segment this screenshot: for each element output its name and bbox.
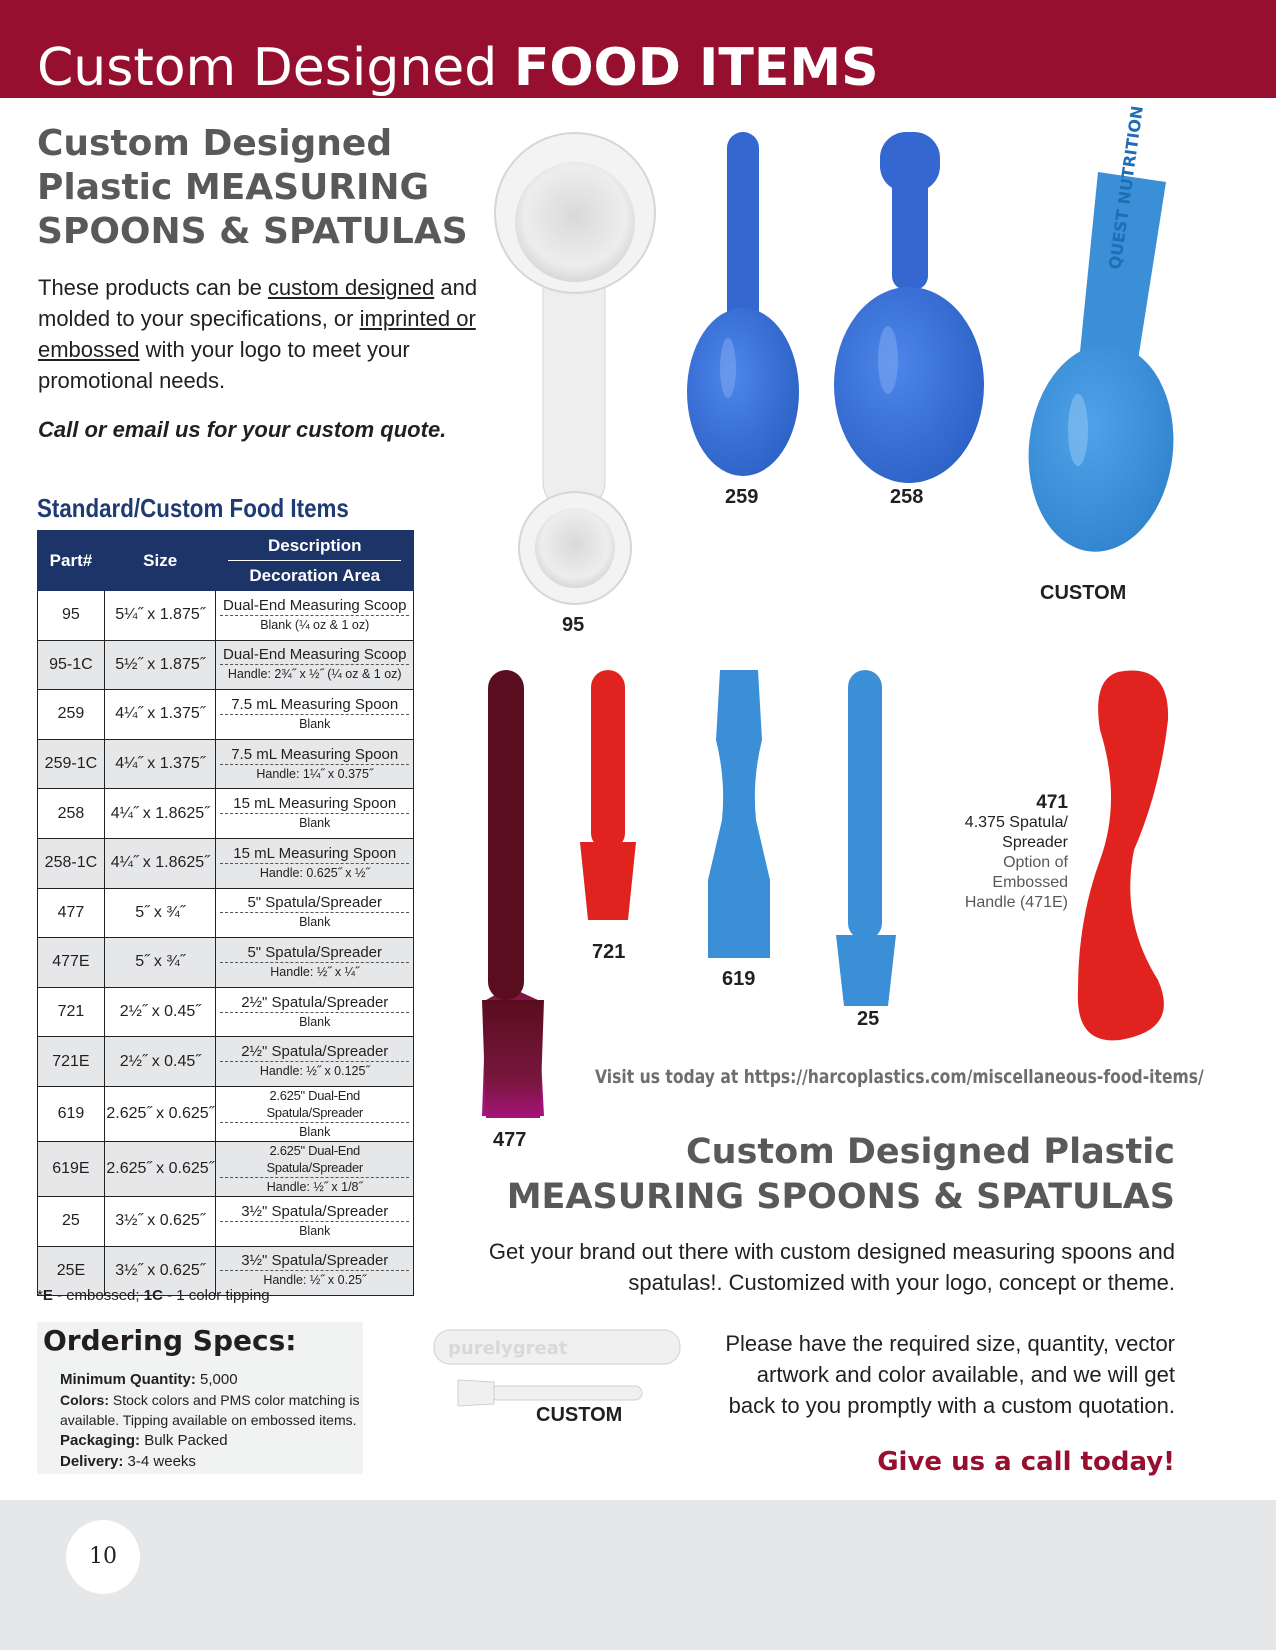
visit-url[interactable]: Visit us today at https://harcoplastics.com/miscellaneous-food-items/ — [595, 1066, 1204, 1088]
intro-text-2: and molded to your specifications, or — [38, 275, 478, 331]
description-text: Dual-End Measuring Scoop — [220, 646, 409, 665]
description-text: 2½" Spatula/Spreader — [220, 1043, 409, 1062]
spreader-471-image — [1078, 671, 1168, 1041]
description-text: 5" Spatula/Spreader — [220, 894, 409, 913]
description-text: 3½" Spatula/Spreader — [220, 1252, 409, 1271]
spatula-25-image — [836, 670, 896, 1006]
request-paragraph: Please have the required size, quantity, vector artwork and color available, and we will get back to you promptly with a custom quotation. — [725, 1331, 1175, 1418]
label-custom-top: CUSTOM — [1040, 582, 1127, 604]
description-text: 2.625" Dual-End Spatula/Spreader — [220, 1142, 409, 1178]
decoration-area-text: Blank — [299, 816, 331, 831]
table-title: Standard/Custom Food Items — [37, 493, 349, 523]
decoration-area-text: Handle: ½˝ x 1/8˝ — [266, 1179, 363, 1194]
page-number: 10 — [66, 1520, 140, 1594]
brand-paragraph: Get your brand out there with custom designed measuring spoons and spatulas!. Customized with your logo, concept or theme. — [488, 1239, 1175, 1295]
decoration-area-text: Blank — [299, 1014, 331, 1029]
call-to-action: Give us a call today! — [877, 1447, 1175, 1477]
cell-part: 95 — [38, 591, 105, 641]
cell-part: 95-1C — [38, 640, 105, 690]
delivery-label: Delivery: — [60, 1453, 124, 1470]
cell-size: 2½˝ x 0.45˝ — [104, 987, 216, 1037]
cell-size: 5½˝ x 1.875˝ — [104, 640, 216, 690]
cell-size: 3½˝ x 0.625˝ — [104, 1196, 216, 1246]
banner-title-bold: FOOD ITEMS — [513, 38, 879, 98]
colors-label: Colors: — [60, 1392, 109, 1408]
header-description: Description — [228, 531, 401, 561]
cell-size: 4¼˝ x 1.375˝ — [104, 739, 216, 789]
cell-size: 2.625˝ x 0.625˝ — [104, 1086, 216, 1141]
colors-value: Stock colors and PMS color matching is available. Tipping available on embossed items. — [60, 1392, 360, 1428]
custom-designed-link: custom designed — [267, 275, 435, 300]
label-471-line2: Spreader — [1002, 834, 1068, 851]
min-quantity-label: Minimum Quantity: — [60, 1371, 196, 1388]
label-721: 721 — [592, 941, 626, 963]
packaging-label: Packaging: — [60, 1432, 141, 1449]
spoon-custom-top-image — [1019, 105, 1184, 559]
right-heading-line2: MEASURING SPOONS & SPATULAS — [506, 1177, 1175, 1217]
footnote-1c: 1C — [143, 1287, 163, 1304]
left-heading-line1: Custom Designed — [37, 123, 393, 164]
cell-part: 477E — [38, 938, 105, 988]
label-471-line1: 4.375 Spatula/ — [964, 814, 1068, 831]
decoration-area-text: Blank — [299, 1223, 331, 1238]
left-heading-line3: SPOONS & SPATULAS — [37, 211, 468, 252]
cell-size: 2.625˝ x 0.625˝ — [104, 1141, 216, 1196]
packaging-value: Bulk Packed — [140, 1432, 228, 1449]
spatula-619-image — [708, 670, 770, 958]
cell-part: 25E — [38, 1246, 105, 1296]
cell-size: 4¼˝ x 1.8625˝ — [104, 789, 216, 839]
page-footer — [0, 1500, 1276, 1650]
cell-part: 258 — [38, 789, 105, 839]
scoop-95-image — [495, 133, 655, 604]
description-text: 15 mL Measuring Spoon — [220, 845, 409, 864]
cell-part: 258-1C — [38, 838, 105, 888]
cell-size: 4¼˝ x 1.375˝ — [104, 690, 216, 740]
label-custom-bottom: CUSTOM — [536, 1404, 623, 1426]
decoration-area-text: Blank (¼ oz & 1 oz) — [260, 617, 370, 632]
col-header-part: Part# — [38, 531, 105, 591]
decoration-area-text: Blank — [299, 716, 331, 731]
label-471 — [940, 793, 1068, 913]
label-471-line5: Handle (471E) — [964, 894, 1068, 911]
decoration-area-text: Blank — [299, 1124, 331, 1139]
label-471-number: 471 — [1036, 792, 1068, 813]
decoration-area-text: Handle: ½˝ x 0.125˝ — [259, 1064, 370, 1079]
cell-part: 259-1C — [38, 739, 105, 789]
cell-part: 721E — [38, 1037, 105, 1087]
decoration-area-text: Handle: 0.625˝ x ½˝ — [259, 865, 370, 880]
label-25: 25 — [857, 1008, 880, 1030]
description-text: 7.5 mL Measuring Spoon — [220, 696, 409, 715]
cell-size: 5˝ x ¾˝ — [104, 938, 216, 988]
cell-part: 259 — [38, 690, 105, 740]
description-text: 2½" Spatula/Spreader — [220, 994, 409, 1013]
intro-text-1: These products can be — [38, 275, 268, 300]
description-text: Dual-End Measuring Scoop — [220, 597, 409, 616]
label-477: 477 — [493, 1129, 527, 1151]
cell-size: 3½˝ x 0.625˝ — [104, 1246, 216, 1296]
label-471-line3: Option of — [1003, 854, 1068, 871]
description-text: 15 mL Measuring Spoon — [220, 795, 409, 814]
decoration-area-text: Blank — [299, 915, 331, 930]
decoration-area-text: Handle: ½˝ x 0.25˝ — [263, 1273, 367, 1288]
delivery-value: 3-4 weeks — [123, 1453, 196, 1470]
label-258: 258 — [890, 486, 924, 508]
header-decoration-area: Decoration Area — [249, 566, 381, 585]
banner-title-light: Custom Designed — [37, 38, 514, 98]
description-text: 7.5 mL Measuring Spoon — [220, 746, 409, 765]
intro-text-3: with your logo to meet your promotional needs. — [38, 337, 410, 393]
footnote-e-text: - embossed; — [52, 1287, 144, 1304]
description-text: 5" Spatula/Spreader — [220, 944, 409, 963]
label-259: 259 — [725, 486, 759, 508]
decoration-area-text: Handle: ½˝ x ¼˝ — [270, 964, 360, 979]
cell-part: 25 — [38, 1196, 105, 1246]
spatula-477-image — [482, 670, 544, 1118]
cell-size: 2½˝ x 0.45˝ — [104, 1037, 216, 1087]
right-heading — [507, 1130, 1175, 1220]
decoration-area-text: Handle: 2¾˝ x ½˝ (¼ oz & 1 oz) — [227, 667, 402, 682]
footnote-star: * — [37, 1287, 43, 1304]
min-quantity-value: 5,000 — [195, 1371, 238, 1388]
cell-part: 477 — [38, 888, 105, 938]
spoon-258-image — [834, 132, 984, 483]
cell-part: 721 — [38, 987, 105, 1037]
label-471-line4: Embossed — [992, 874, 1068, 891]
decoration-area-text: Handle: 1¼˝ x 0.375˝ — [256, 766, 374, 781]
footnote-1c-text: - 1 color tipping — [162, 1287, 270, 1304]
custom-bottom-embossed-text: purelygreat — [448, 1338, 568, 1359]
cell-size: 4¼˝ x 1.8625˝ — [104, 838, 216, 888]
spatula-custom-bottom-image — [434, 1330, 680, 1406]
col-header-size: Size — [104, 531, 216, 591]
cell-size: 5˝ x ¾˝ — [104, 888, 216, 938]
spoon-259-image — [687, 132, 799, 476]
label-95: 95 — [562, 614, 585, 636]
cell-part: 619 — [38, 1086, 105, 1141]
call-line: Call or email us for your custom quote. — [38, 417, 447, 442]
spatula-721-image — [580, 670, 636, 920]
cell-size: 5¼˝ x 1.875˝ — [104, 591, 216, 641]
custom-top-embossed-text: QUEST NUTRITION — [1105, 104, 1147, 271]
imprinted-embossed-link: imprinted or embossed — [38, 306, 476, 362]
cell-part: 619E — [38, 1141, 105, 1196]
left-heading-line2: Plastic MEASURING — [37, 167, 430, 208]
footnote-e: E — [42, 1287, 53, 1304]
description-text: 2.625" Dual-End Spatula/Spreader — [220, 1087, 409, 1123]
ordering-specs-title: Ordering Specs: — [43, 1324, 297, 1357]
description-text: 3½" Spatula/Spreader — [220, 1203, 409, 1222]
label-619: 619 — [722, 968, 756, 990]
right-heading-line1: Custom Designed Plastic — [685, 1132, 1175, 1172]
